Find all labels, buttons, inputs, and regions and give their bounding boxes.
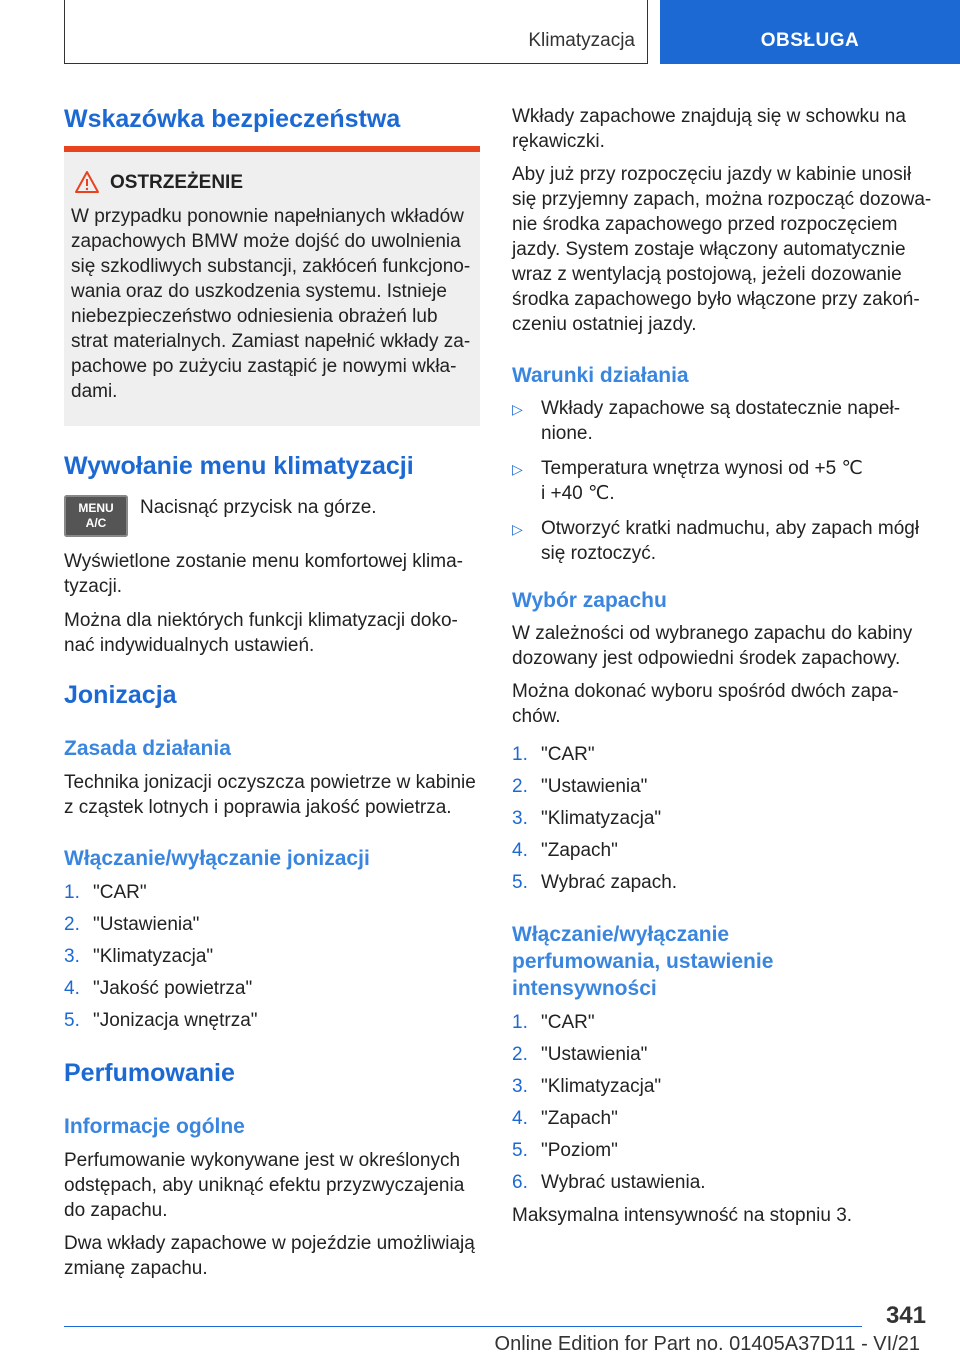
text-line: Otworzyć kratki nadmuchu, aby zapach mógł	[541, 518, 920, 539]
text-line: do zapachu.	[64, 1200, 168, 1221]
step-text: "CAR"	[541, 1012, 595, 1033]
menu-ac-button-icon	[64, 495, 128, 537]
text-line: Dwa wkłady zapachowe w pojeździe umożliwiają	[64, 1233, 475, 1254]
step-number: 3.	[512, 1076, 528, 1097]
step-number: 1.	[512, 1012, 528, 1033]
list-item	[64, 944, 480, 976]
text-line: czeniu ostatniej jazdy.	[512, 314, 697, 335]
step-number: 2.	[64, 914, 80, 935]
list-item	[512, 806, 928, 838]
intensity-note: Maksymalna intensywność na stopniu 3.	[512, 1205, 853, 1226]
text-line: Wkłady zapachowe znajdują się w schowku na	[512, 106, 906, 127]
step-number: 5.	[512, 872, 528, 893]
text-line: jazdy. System zostaje włączony automatycznie	[512, 239, 906, 260]
triangle-bullet-icon: ▷	[512, 521, 523, 537]
warning-icon	[74, 170, 100, 194]
intensity-heading	[512, 921, 773, 1002]
text-line: Aby już przy rozpoczęciu jazdy w kabinie unosił	[512, 164, 912, 185]
warning-line: niebezpieczeństwo odniesienia obrażeń lub	[71, 306, 438, 327]
warning-line: pachowe po zużyciu zastąpić je nowymi wkła-	[71, 356, 457, 377]
text-line: Wkłady zapachowe są dostatecznie napeł-	[541, 398, 901, 419]
step-text: Wybrać ustawienia.	[541, 1172, 706, 1193]
right-paragraph-2	[512, 162, 931, 337]
step-text: "Jakość powietrza"	[93, 978, 253, 999]
warning-line: wania oraz do uszkodzenia systemu. Istnieje	[71, 281, 447, 302]
scent-paragraph-2	[512, 679, 899, 729]
list-item	[512, 1042, 928, 1074]
step-number: 3.	[64, 946, 80, 967]
step-number: 5.	[512, 1140, 528, 1161]
step-number: 1.	[512, 744, 528, 765]
step-text: "Zapach"	[541, 1108, 618, 1129]
list-item	[64, 976, 480, 1008]
scent-paragraph-1	[512, 621, 912, 671]
text-line: nać indywidualnych ustawień.	[64, 635, 315, 656]
list-item	[64, 912, 480, 944]
text-line: i +40 ℃.	[541, 483, 615, 504]
list-item	[512, 1106, 928, 1138]
text-line: się przyjemny zapach, można rozpocząć dozowa-	[512, 189, 932, 210]
step-text: "Ustawienia"	[93, 914, 200, 935]
ionization-heading: Jonizacja	[64, 681, 177, 709]
warning-line: zapachowych BMW może dojść do uwolnienia	[71, 231, 461, 252]
general-paragraph-2	[64, 1231, 475, 1281]
menu-paragraph-1	[64, 549, 463, 599]
warning-label: OSTRZEŻENIE	[110, 172, 244, 193]
text-line: rękawiczki.	[512, 131, 605, 152]
text-line: dozowany jest odpowiedni środek zapachowy.	[512, 648, 901, 669]
list-item	[512, 1138, 928, 1170]
step-number: 2.	[512, 776, 528, 797]
triangle-bullet-icon: ▷	[512, 461, 523, 477]
list-item	[512, 1170, 928, 1202]
step-number: 3.	[512, 808, 528, 829]
footer-divider	[64, 1326, 862, 1327]
header-tab-label: OBSŁUGA	[760, 30, 860, 51]
list-item	[64, 1008, 480, 1040]
list-item	[512, 774, 928, 806]
heading-line: intensywności	[512, 977, 657, 1000]
text-line: tyzacji.	[64, 576, 123, 597]
heading-line: perfumowania, ustawienie	[512, 950, 774, 973]
page-number: 341	[885, 1302, 926, 1329]
text-line: W zależności od wybranego zapachu do kabiny	[512, 623, 913, 644]
step-number: 2.	[512, 1044, 528, 1065]
header-section-box	[64, 0, 648, 64]
triangle-bullet-icon: ▷	[512, 401, 523, 417]
heading-line: Włączanie/wyłączanie	[512, 923, 730, 946]
text-line: Można dla niektórych funkcji klimatyzacji doko-	[64, 610, 458, 631]
step-text: "Ustawienia"	[541, 776, 648, 797]
step-number: 4.	[512, 840, 528, 861]
step-number: 4.	[64, 978, 80, 999]
footer-edition: Online Edition for Part no. 01405A37D11 - VI/21	[494, 1333, 920, 1355]
ion-toggle-heading: Włączanie/wyłączanie jonizacji	[64, 847, 370, 870]
step-text: "CAR"	[93, 882, 147, 903]
text-line: nie środka zapachowego przed rozpoczęciem	[512, 214, 898, 235]
ion-steps-list	[64, 880, 480, 1040]
text-line: z cząstek lotnych i poprawia jakość powietrza.	[64, 797, 452, 818]
text-line: nione.	[541, 423, 593, 444]
warning-line: dami.	[71, 381, 118, 402]
text-line: Technika jonizacji oczyszcza powietrze w kabinie	[64, 772, 476, 793]
list-item	[512, 1074, 928, 1106]
step-number: 1.	[64, 882, 80, 903]
step-text: "Ustawienia"	[541, 1044, 648, 1065]
safety-heading: Wskazówka bezpieczeństwa	[64, 105, 401, 133]
step-number: 4.	[512, 1108, 528, 1129]
principle-text	[64, 770, 476, 820]
text-line: zmianę zapachu.	[64, 1258, 208, 1279]
scent-selection-heading: Wybór zapachu	[512, 589, 667, 612]
menu-heading: Wywołanie menu klimatyzacji	[64, 452, 414, 480]
text-line: odstępach, aby uniknąć efektu przyzwyczajenia	[64, 1175, 465, 1196]
menu-paragraph-2	[64, 608, 458, 658]
list-item	[512, 870, 928, 902]
right-paragraph-1	[512, 104, 906, 154]
principle-heading: Zasada działania	[64, 737, 231, 760]
general-info-heading: Informacje ogólne	[64, 1115, 245, 1138]
step-text: "CAR"	[541, 744, 595, 765]
text-line: chów.	[512, 706, 561, 727]
text-line: środka zapachowego było włączone przy zakoń-	[512, 289, 920, 310]
text-line: wraz z wentylacją postojową, jeżeli dozowanie	[512, 264, 902, 285]
warning-line: się szkodliwych substancji, zakłóceń funkcjono-	[71, 256, 471, 277]
list-item	[512, 516, 928, 576]
step-number: 6.	[512, 1172, 528, 1193]
step-text: "Jonizacja wnętrza"	[93, 1010, 258, 1031]
list-item	[512, 456, 928, 516]
intensity-steps-list	[512, 1010, 928, 1202]
warning-line: W przypadku ponownie napełnianych wkładów	[71, 206, 464, 227]
text-line: się roztoczyć.	[541, 543, 657, 564]
step-text: "Klimatyzacja"	[541, 808, 662, 829]
list-item	[512, 1010, 928, 1042]
step-text: "Zapach"	[541, 840, 618, 861]
warning-bar	[64, 146, 480, 152]
menu-button-line1: MENU	[78, 501, 114, 515]
header-tab	[660, 0, 960, 64]
warning-line: strat materialnych. Zamiast napełnić wkłady za-	[71, 331, 471, 352]
conditions-heading: Warunki działania	[512, 364, 689, 387]
list-item	[512, 838, 928, 870]
text-line: Temperatura wnętrza wynosi od +5 ℃	[541, 458, 863, 479]
step-text: "Klimatyzacja"	[93, 946, 214, 967]
text-line: Wyświetlone zostanie menu komfortowej klima-	[64, 551, 463, 572]
scent-steps-list	[512, 742, 928, 902]
step-text: "Klimatyzacja"	[541, 1076, 662, 1097]
step-number: 5.	[64, 1010, 80, 1031]
general-paragraph-1	[64, 1148, 464, 1223]
header-section-title: Klimatyzacja	[528, 30, 635, 51]
warning-box	[64, 146, 480, 426]
text-line: Można dokonać wyboru spośród dwóch zapa-	[512, 681, 899, 702]
warning-text	[71, 204, 471, 404]
menu-instruction: Nacisnąć przycisk na górze.	[140, 497, 377, 518]
menu-button-line2: A/C	[85, 516, 107, 530]
step-text: Wybrać zapach.	[541, 872, 678, 893]
text-line: Perfumowanie wykonywane jest w określonych	[64, 1150, 461, 1171]
conditions-list	[512, 396, 928, 576]
list-item	[64, 880, 480, 912]
list-item	[512, 742, 928, 774]
list-item	[512, 396, 928, 456]
perfume-heading: Perfumowanie	[64, 1059, 235, 1087]
step-text: "Poziom"	[541, 1140, 618, 1161]
